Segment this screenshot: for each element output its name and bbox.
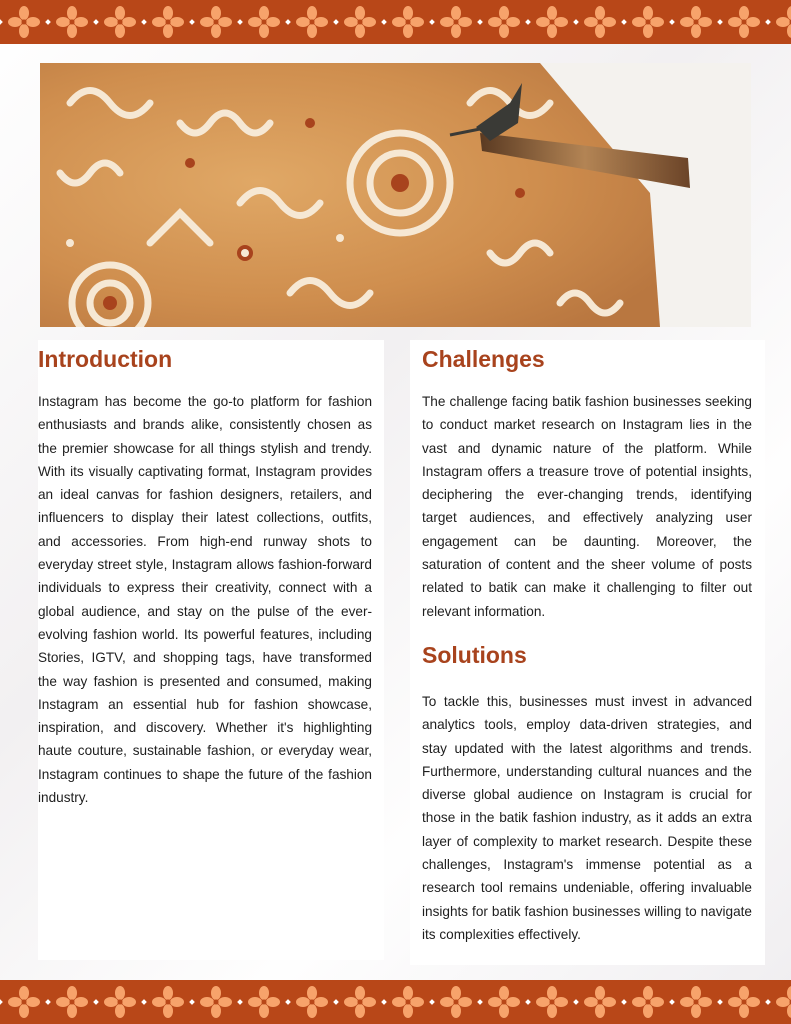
- challenges-body: The challenge facing batik fashion businesses seeking to conduct market research on Instagram lies in the vast and dynamic nature of the platform. While Instagram offers a treasure trove of potential insights, deciphering the ever-changing trends, identifying target audiences, and effectively analyzing user engagement can be daunting. Moreover, the saturation of content and the sheer volume of posts related to batik can make it challenging to filter out relevant information.: [422, 394, 752, 619]
- top-batik-border: [0, 0, 791, 44]
- introduction-heading: Introduction: [38, 346, 173, 372]
- batik-fabric-with-canting-icon: [40, 63, 751, 327]
- challenges-heading: Challenges: [422, 346, 545, 372]
- solutions-heading: Solutions: [422, 642, 527, 668]
- introduction-body: Instagram has become the go-to platform for fashion enthusiasts and brands alike, consistently chosen as the premier showcase for all things stylish and trendy. With its visually captivating format, Instagram provides an ideal canvas for fashion designers, retailers, and influencers to display their latest collections, outfits, and accessories. From high-end runway shots to everyday street style, Instagram allows fashion-forward individuals to express their creativity, connect with a global audience, and stay on the pulse of the ever-evolving fashion world. Its powerful features, including Stories, IGTV, and shopping tags, have transformed the way fashion is presented and consumed, making Instagram an essential hub for fashion showcase, inspiration, and discovery. Whether it's highlighting haute couture, sustainable fashion, or everyday wear, Instagram continues to shape the future of the fashion industry.: [38, 394, 372, 806]
- bottom-batik-border: [0, 980, 791, 1024]
- solutions-body: To tackle this, businesses must invest in advanced analytics tools, employ data-driven strategies, and stay updated with the latest algorithms and trends. Furthermore, understanding cultural nuances and the diverse global audience on Instagram is crucial for those in the batik fashion industry, as it adds an extra layer of complexity to market research. Despite these challenges, Instagram's immense potential as a research tool remains undeniable, offering invaluable insights for batik fashion businesses willing to navigate its complexities effectively.: [422, 694, 752, 942]
